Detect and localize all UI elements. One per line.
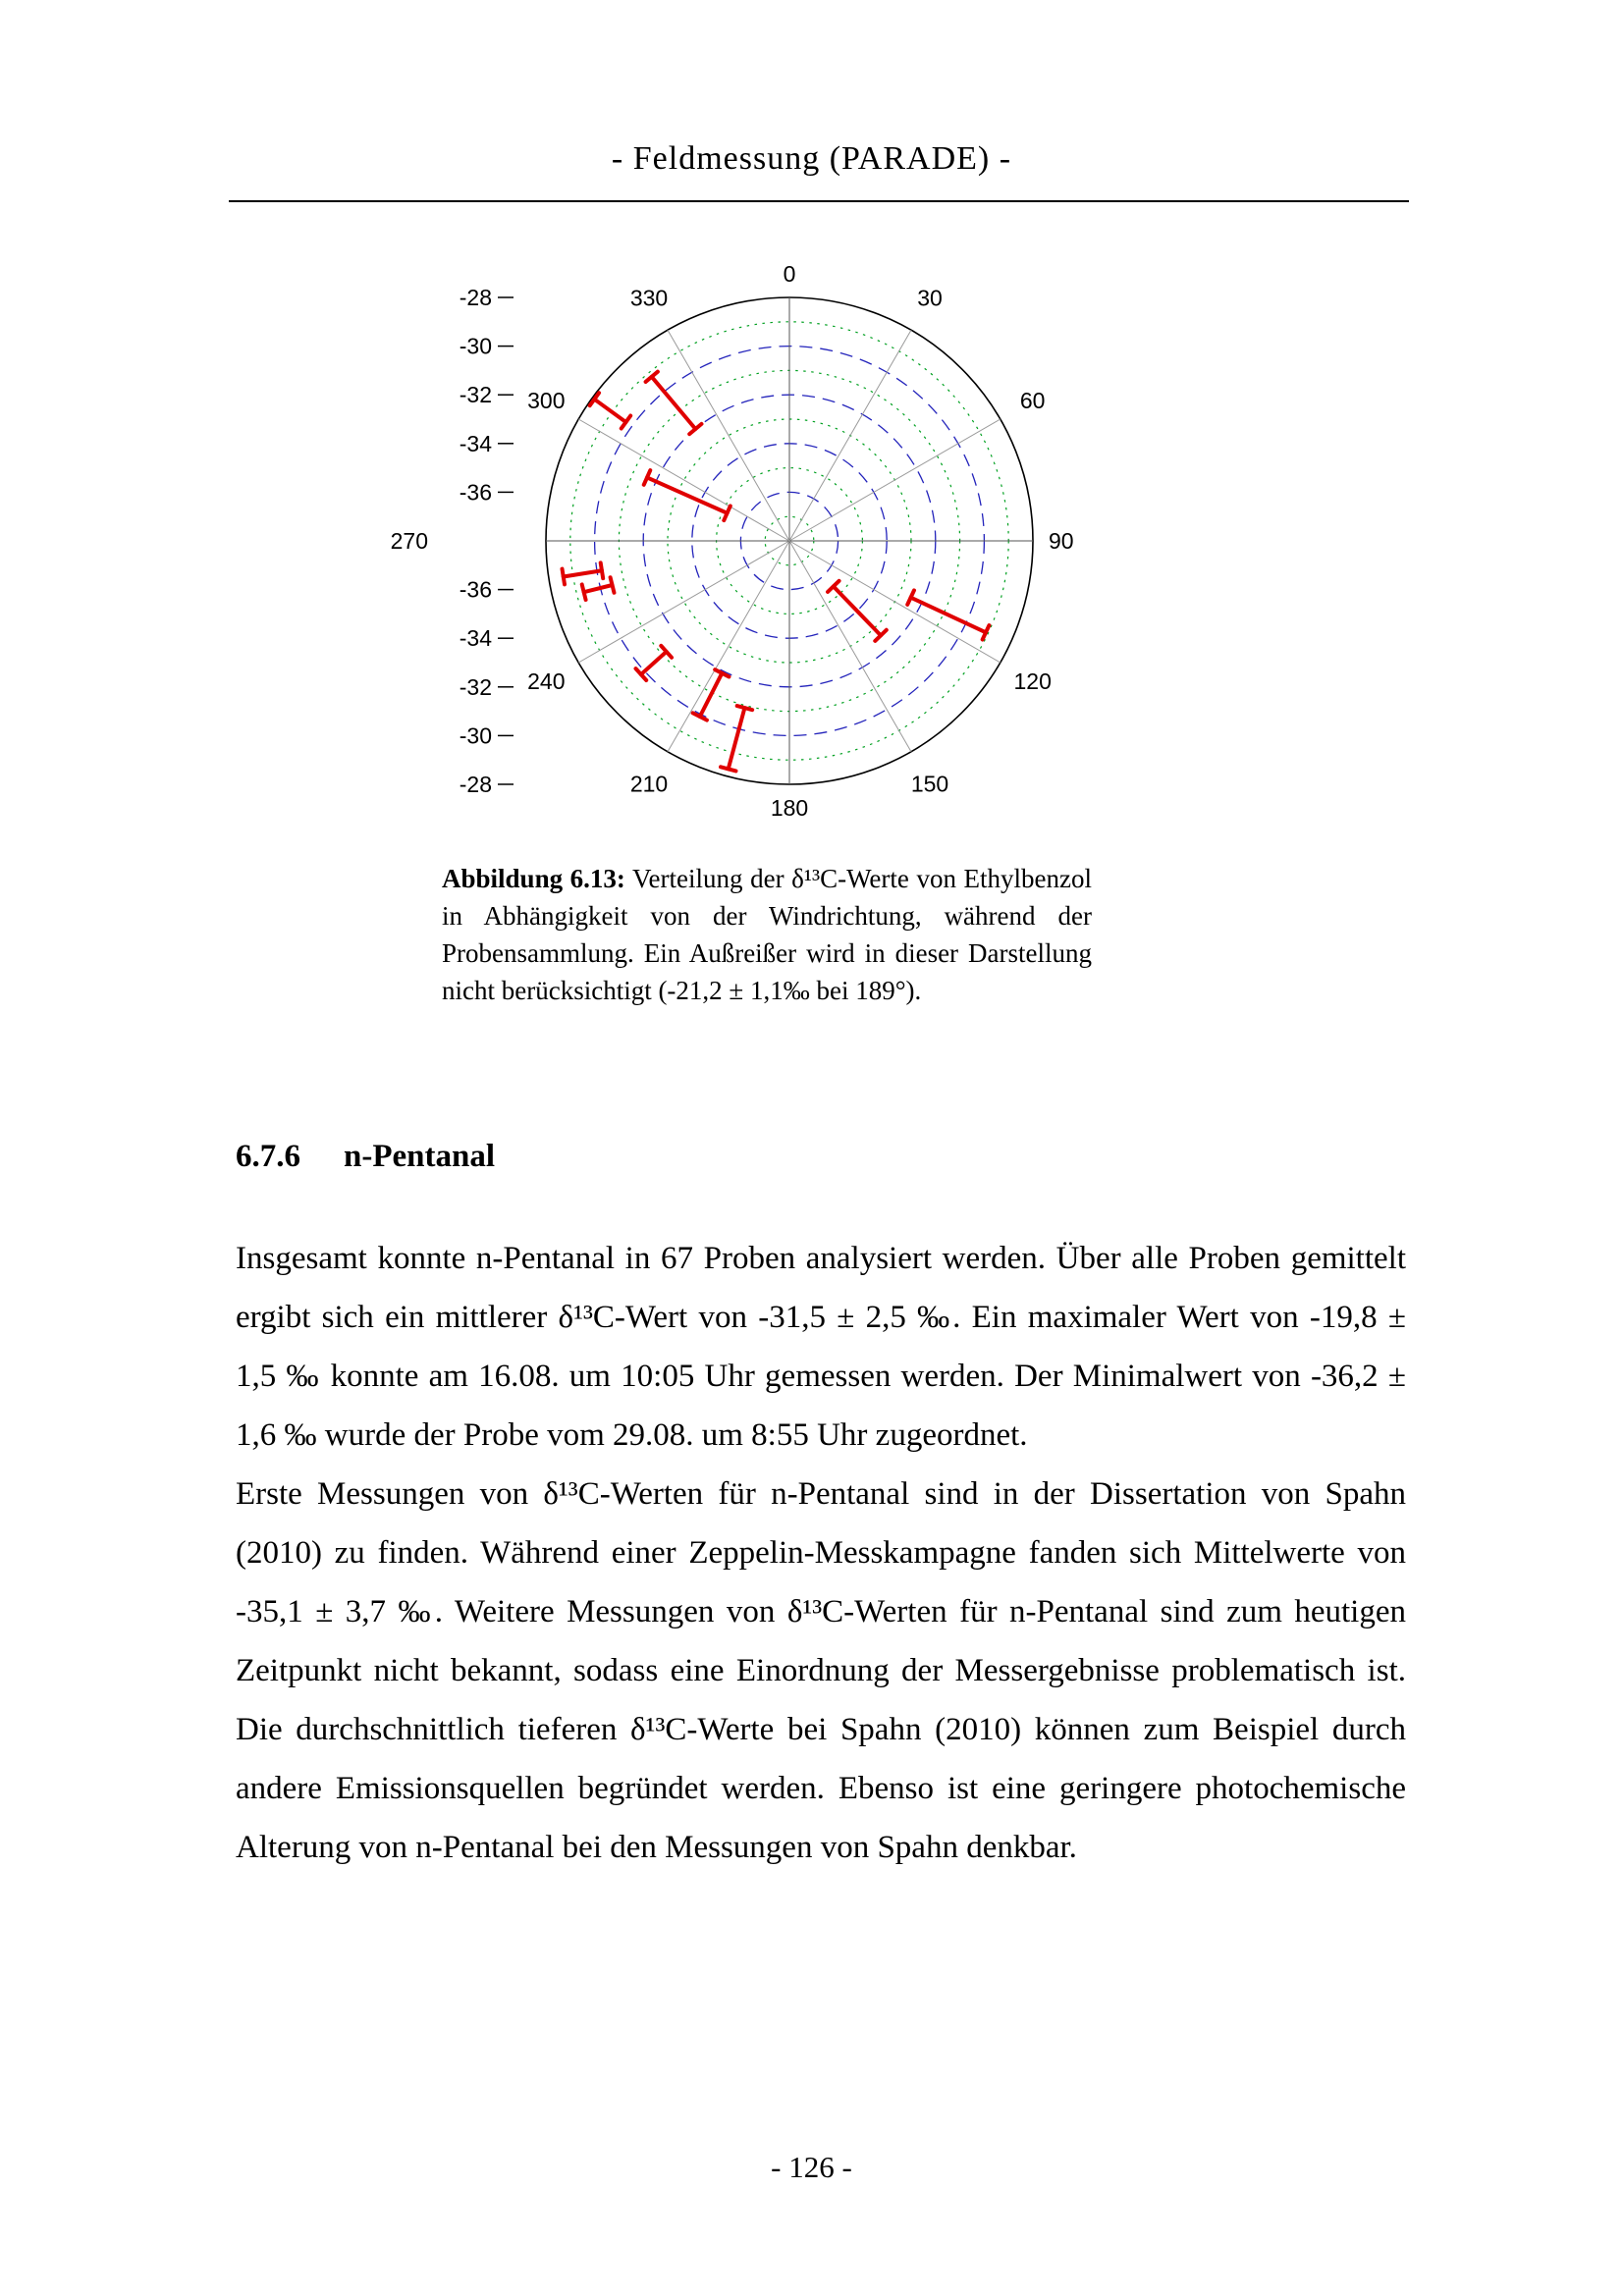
caption-label: Abbildung 6.13: — [442, 864, 625, 893]
svg-text:-28: -28 — [459, 772, 492, 797]
section-title: n-Pentanal — [344, 1139, 496, 1174]
svg-text:-30: -30 — [459, 333, 492, 359]
svg-text:-34: -34 — [459, 625, 492, 652]
svg-text:300: 300 — [527, 388, 566, 413]
page-header: - Feldmessung (PARADE) - — [611, 140, 1012, 177]
header-rule — [229, 200, 1409, 202]
svg-text:330: 330 — [629, 285, 669, 311]
svg-text:210: 210 — [629, 771, 669, 797]
svg-text:120: 120 — [1013, 668, 1052, 694]
polar-chart-svg — [353, 236, 1198, 854]
svg-text:-30: -30 — [459, 722, 492, 749]
svg-text:270: 270 — [390, 528, 428, 554]
svg-text:150: 150 — [910, 771, 949, 797]
svg-text:-36: -36 — [459, 479, 492, 506]
svg-text:0: 0 — [783, 261, 796, 287]
figure-polar-chart — [353, 236, 1198, 854]
section-heading — [236, 1139, 1406, 1175]
paragraph-1: Insgesamt konnte n-Pentanal in 67 Proben analysiert werden. Über alle Proben gemittelt ergibt sich ein mittlerer δ¹³C-Wert von -31,5 ± 2,5 ‰. Ein maximaler Wert von -19,8 ± 1,5 ‰ konnte am 16.08. um 10:05 Uhr gemessen werden. Der Minimalwert von -36,2 ± 1,6 ‰ wurde der Probe vom 29.08. um 8:55 Uhr zugeordnet. — [236, 1241, 1406, 1453]
section-number: 6.7.6 — [236, 1139, 300, 1174]
svg-text:240: 240 — [527, 668, 566, 694]
svg-text:-34: -34 — [459, 430, 492, 456]
svg-text:-28: -28 — [459, 285, 492, 310]
figure-caption — [442, 860, 1092, 1009]
svg-text:-32: -32 — [459, 382, 492, 408]
page-number: - 126 - — [771, 2150, 852, 2184]
svg-text:60: 60 — [1019, 388, 1046, 413]
svg-text:30: 30 — [917, 285, 943, 311]
paragraph-2: Erste Messungen von δ¹³C-Werten für n-Pentanal sind in der Dissertation von Spahn (2010) zu finden. Während einer Zeppelin-Messkampagne fanden sich Mittelwerte von -35,1 ± 3,7 ‰. Weitere Messungen von δ¹³C-Werten für n-Pentanal sind zum heutigen Zeitpunkt nicht bekannt, sodass eine Einordnung der Messergebnisse problematisch ist. Die durchschnittlich tieferen δ¹³C-Werte bei Spahn (2010) können zum Beispiel durch andere Emissionsquellen begründet werden. Ebenso ist eine geringere photochemische Alterung von n-Pentanal bei den Messungen von Spahn denkbar. — [236, 1476, 1406, 1865]
caption-text: Verteilung der δ¹³C-Werte von Ethylbenzol in Abhängigkeit von der Windrichtung, während der Probensammlung. Ein Außreißer wird in dieser Darstellung nicht berücksichtigt (-21,2 ± 1,1‰ bei 189°). — [442, 864, 1092, 1005]
svg-text:90: 90 — [1049, 528, 1074, 554]
svg-text:-32: -32 — [459, 673, 492, 700]
svg-text:-36: -36 — [459, 576, 492, 603]
svg-text:180: 180 — [770, 795, 809, 821]
